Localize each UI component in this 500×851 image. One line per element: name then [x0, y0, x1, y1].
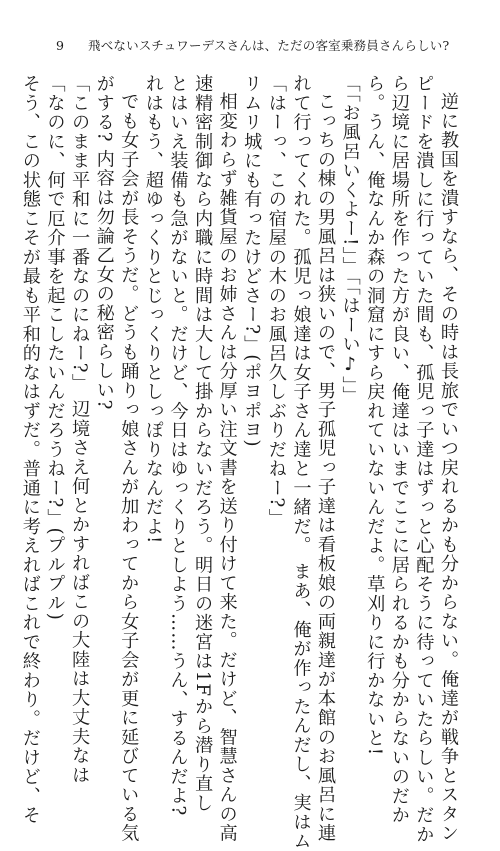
- running-header: [56, 36, 456, 56]
- page-number: 9: [56, 38, 64, 53]
- text-line: ら。うん、俺なんか森の洞窟にすら戻れていないんだよ。草刈りに行かないと!: [364, 74, 386, 757]
- text-line: れて行ってくれた。孤児っ娘達は女子さん達と一緒だ。 まあ、俺が作ったんだし、実はム: [290, 74, 312, 851]
- text-line: がする? 内容は勿論乙女の秘密らしい?: [93, 74, 115, 411]
- text-line: ら辺境に居場所を作った方が良い、俺達はいまでここに居られるかも分からないのだか: [388, 74, 410, 825]
- text-line: 「なのに、何で厄介事を起こしたいんだろうねー?」(プルプル): [44, 74, 66, 621]
- text-line: 「はーっ、この宿屋の木のお風呂久しぶりだねー?」: [265, 74, 287, 528]
- text-line: 「このまま平和に一番なのにねー?」 辺境さえ何とかすればこの大陸は大丈夫なは: [69, 74, 91, 785]
- text-line: そう、この状態こそが最も平和的なはずだ。普通に考えればこれで終わり。だけど、そ: [19, 74, 41, 825]
- text-line: でも女子会が長そうだ。どうも踊りっ娘さんが加わってから女子会が更に延びている気: [118, 92, 140, 843]
- text-line: 逆に教国を潰すなら、その時は長旅でいつ戻れるかも分からない。俺達が戦争とスタン: [438, 92, 459, 843]
- text-line: こっちの棟の男風呂は狭いので、男子孤児っ子達は看板娘の両親達が本館のお風呂に連: [315, 92, 337, 843]
- text-line: リムリ城にも有ったけどさー?」(ポヨポヨ): [241, 74, 263, 448]
- text-line: れはもう、超ゆっくりとじっくりとしっぽりなんだよ!: [142, 74, 164, 545]
- text-line: ピードを潰しに行っていた間も、孤児っ子達はずっと心配そうに待っていたらしい。だか: [413, 74, 435, 844]
- text-line: 「「お風呂いくよー!」」「「はーい♪」」: [339, 74, 361, 406]
- text-line: 速精密制御なら内職に時間は大して掛からないだろう。明日の迷宮は1Fから潜り直し: [192, 74, 214, 813]
- text-line: とはいえ装備も急がないと。だけど、今日はゆっくりとしよう……うん、するんだよ?: [167, 74, 189, 817]
- running-title: 飛べないスチュワーデスさんは、ただの客室乗務員さんらしい?: [88, 38, 450, 53]
- vertical-text-body: [19, 74, 460, 851]
- text-line: 相変わらず雑貨屋のお姉さんは分厚い注文書を送り付けて来た。だけど、智慧さんの高: [216, 92, 238, 843]
